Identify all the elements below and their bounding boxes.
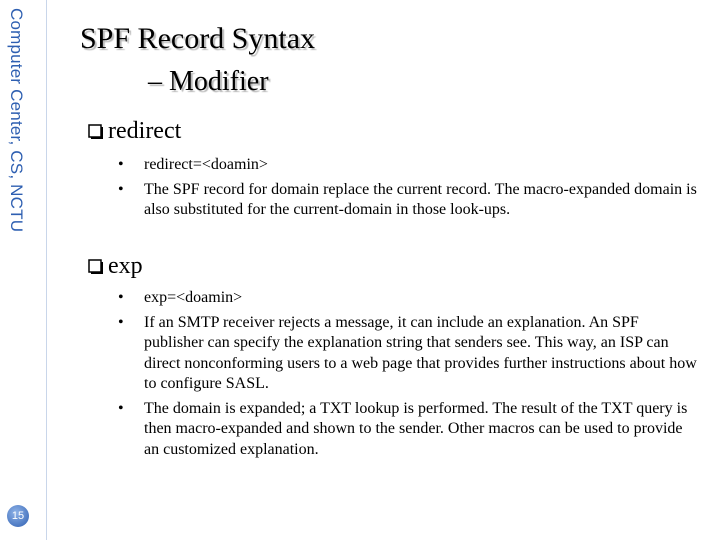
bullet-dot-icon: • xyxy=(118,289,124,306)
sidebar-divider xyxy=(46,0,47,540)
bullet-dot-icon: • xyxy=(118,156,124,173)
section-heading-label: redirect xyxy=(108,118,182,144)
bullet-list-exp xyxy=(118,288,698,464)
page-number-badge: 15 xyxy=(7,505,29,527)
bullet-dot-icon: • xyxy=(118,399,124,417)
section-heading-redirect xyxy=(88,118,181,145)
section-heading-label: exp xyxy=(108,253,143,279)
checkbox-bullet-icon xyxy=(88,124,104,140)
sidebar-vertical-title: Computer Center, CS, NCTU xyxy=(7,8,26,233)
slide-title: SPF Record Syntax xyxy=(80,22,316,55)
bullet-dot-icon: • xyxy=(118,180,124,198)
section-heading-exp xyxy=(88,253,143,280)
checkbox-bullet-icon xyxy=(88,259,104,275)
bullet-dot-icon: • xyxy=(118,313,124,331)
bullet-list-redirect xyxy=(118,155,698,225)
slide-subtitle: – Modifier xyxy=(148,66,269,97)
list-item: • redirect=<doamin> xyxy=(118,155,698,176)
sidebar xyxy=(0,0,44,540)
list-item: • The domain is expanded; a TXT lookup is performed. The result of the TXT query is then macro-expanded and shown to the sender. Other macros can be used to provide an customized explanation. xyxy=(118,399,688,458)
list-item: • If an SMTP receiver rejects a message, it can include an explanation. An SPF publisher can specify the explanation string that senders see. This way, an ISP can direct nonconforming users to a web page that provides further instructions about how to configure SASL. xyxy=(118,313,697,392)
list-item: • The SPF record for domain replace the current record. The macro-expanded domain is also substituted for the current-domain in those look-ups. xyxy=(118,180,697,218)
list-item: • exp=<doamin> xyxy=(118,288,698,309)
